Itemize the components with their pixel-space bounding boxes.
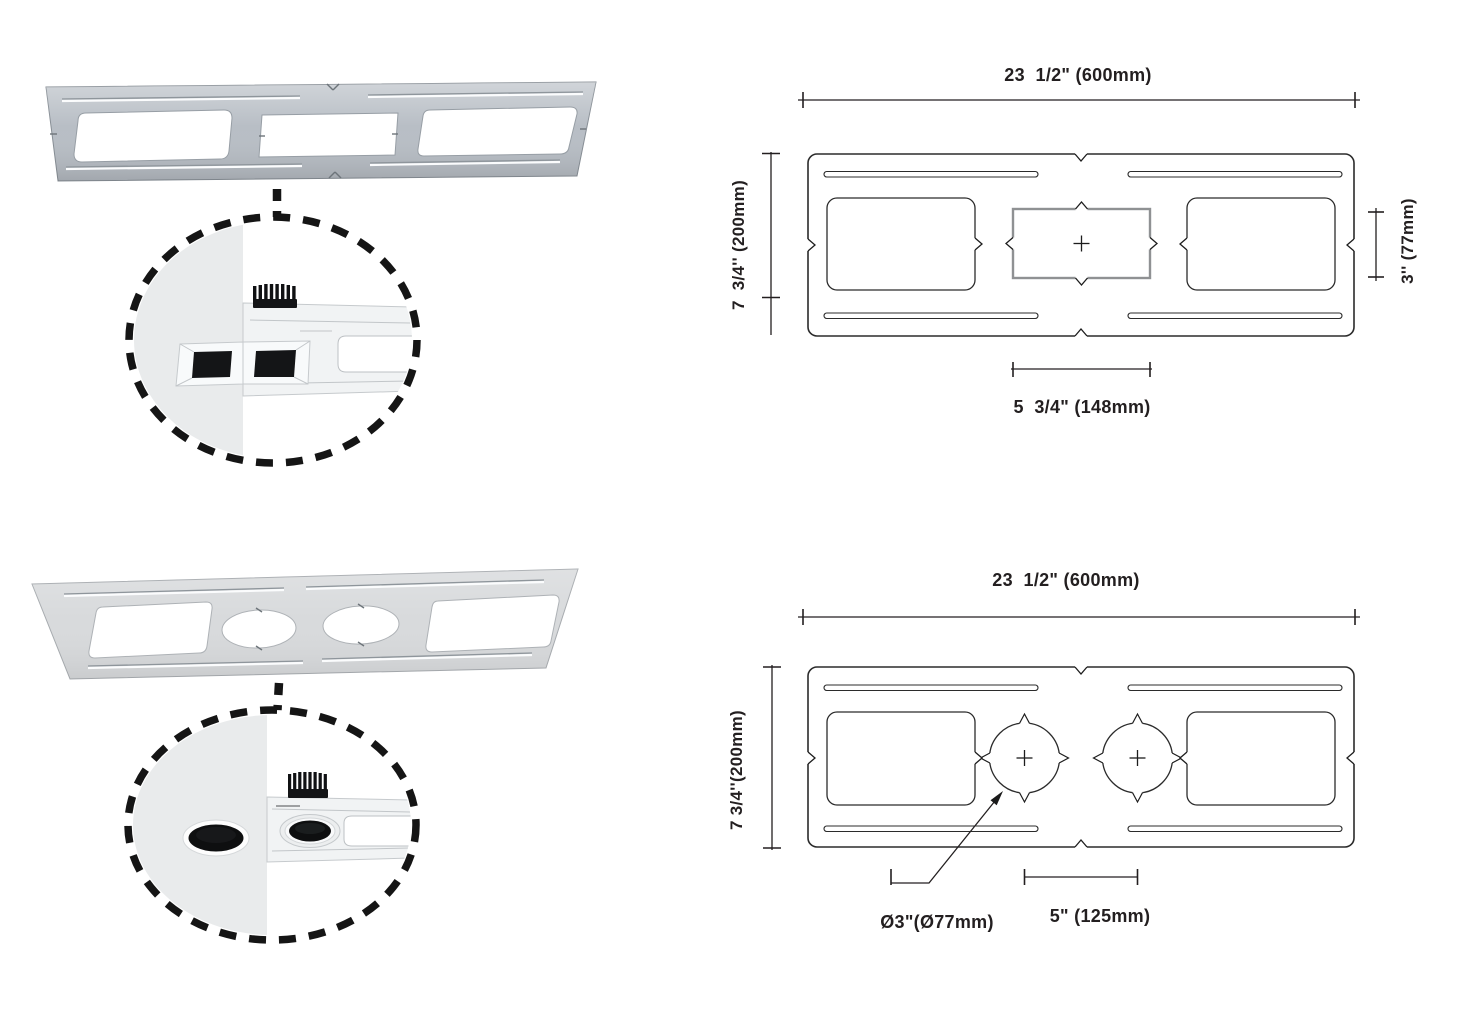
center-rect-cutout: [259, 113, 398, 157]
dim-overall-width-label: 23 1/2" (600mm): [992, 570, 1140, 590]
dim-overall-width-label: 23 1/2" (600mm): [1004, 65, 1152, 85]
drawing-round-cutouts: [727, 570, 1360, 932]
detail-view-square-downlights: [129, 210, 420, 470]
ceiling-half: [129, 210, 243, 470]
square-downlight-module-right: [243, 341, 310, 384]
right-rect-cutout: [418, 107, 577, 156]
dim-overall-height-label: 7 3/4''(200mm): [727, 709, 746, 831]
dim-hole-diameter-label: Ø3"(Ø77mm): [880, 912, 994, 932]
detail-view-round-downlights: [128, 705, 416, 945]
recessed-round-light-in-ceiling: [183, 820, 249, 856]
render-rect-plate: [46, 82, 596, 181]
dim-overall-height-label: 7 3/4'' (200mm): [729, 179, 748, 311]
left-rect-cutout: [89, 602, 212, 658]
drawing-rect-cutouts: [729, 65, 1417, 417]
left-cutout: [827, 198, 975, 290]
dim-hole-spacing: [1025, 869, 1151, 926]
left-cutout: [827, 712, 975, 805]
left-rect-cutout: [74, 110, 232, 162]
dim-hole-spacing-label: 5" (125mm): [1049, 906, 1151, 926]
right-cutout: [1187, 198, 1335, 290]
dim-overall-height: [729, 152, 780, 335]
render-round-plate: [32, 569, 578, 679]
square-downlight-module-left: [176, 342, 243, 386]
right-rect-cutout: [426, 595, 559, 652]
dim-knockout-width: [1011, 362, 1152, 417]
dim-knockout-height: [1368, 198, 1417, 284]
dim-overall-height: [727, 665, 781, 850]
round-downlight-trim: [280, 815, 340, 848]
dim-overall-width: [798, 570, 1360, 625]
dim-overall-width: [798, 65, 1360, 108]
plate-cutouts: [74, 107, 577, 162]
right-cutout: [1187, 712, 1335, 805]
dim-knockout-width-label: 5 3/4" (148mm): [1013, 397, 1151, 417]
dim-knockout-height-label: 3'' (77mm): [1398, 198, 1417, 284]
